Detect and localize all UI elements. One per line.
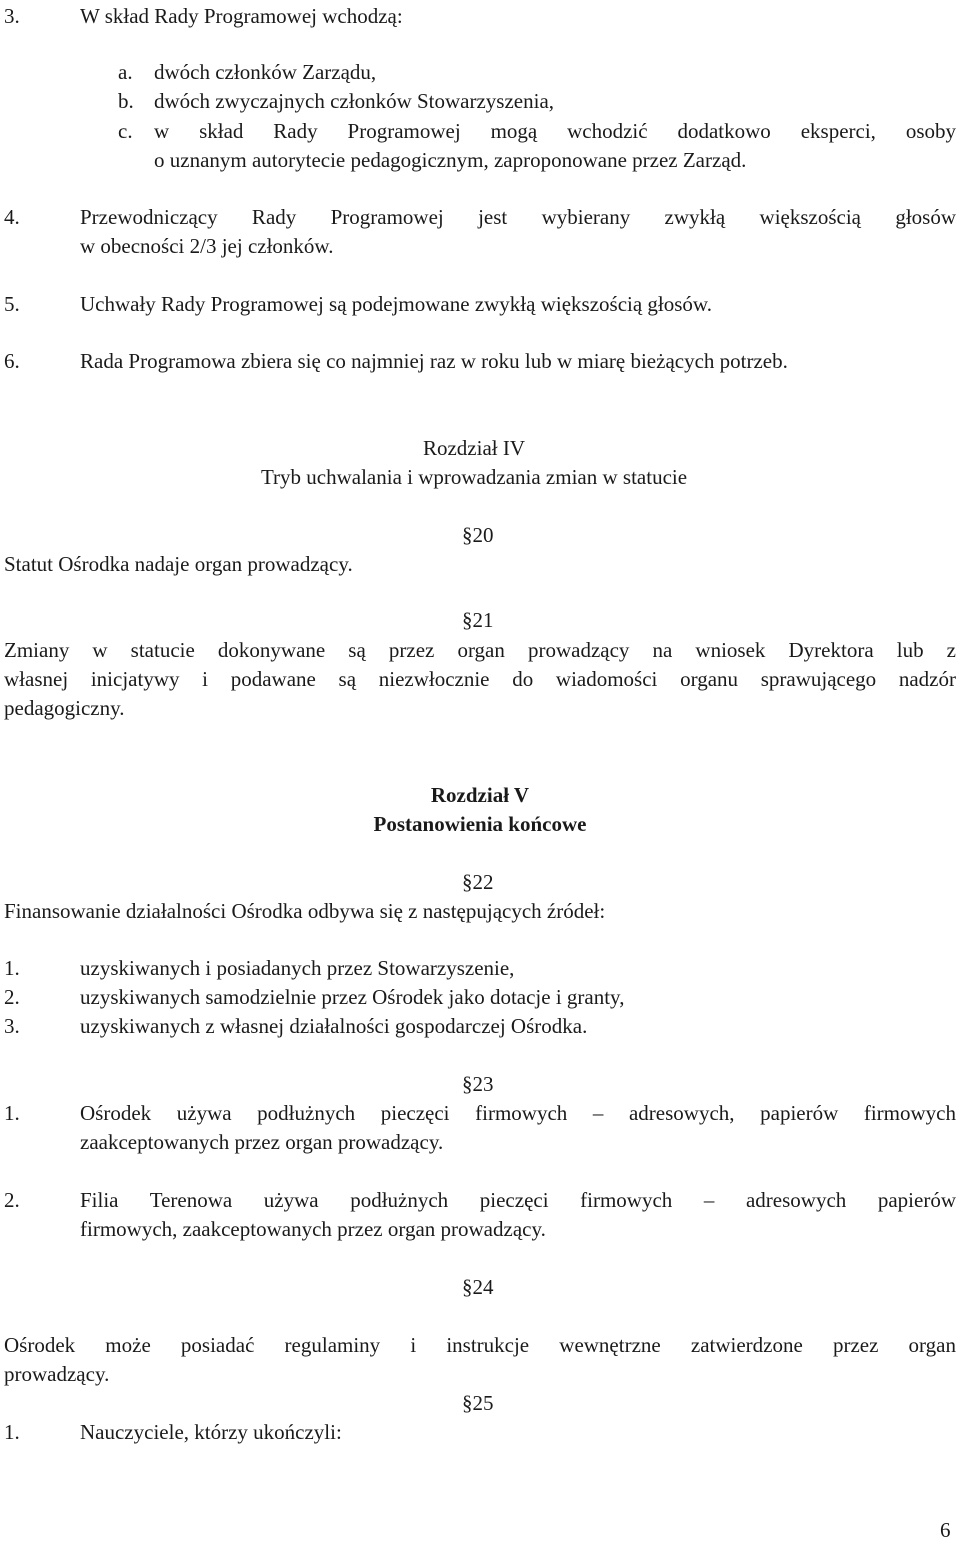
subitem-a-text: dwóch członków Zarządu,: [154, 60, 377, 84]
chapter4-title: Rozdział IV: [422, 436, 526, 460]
paragraph-20-text: Statut Ośrodka nadaje organ prowadzący.: [4, 552, 353, 576]
item5-number: 5.: [4, 292, 20, 316]
paragraph-24-sign: [462, 1273, 494, 1302]
paragraph-20-sign: [462, 521, 494, 550]
subitem-c-letter: c.: [118, 119, 133, 143]
item6-number: 6.: [4, 349, 20, 373]
paragraph-21-line1: Zmiany w statucie dokonywane są przez organ prowadzący na wniosek Dyrektora lub z: [4, 638, 956, 662]
list-item-number: 1.: [4, 1101, 20, 1125]
paragraph-25-text: Nauczyciele, którzy ukończyli:: [80, 1420, 342, 1444]
subitem-a-letter: a.: [118, 60, 133, 84]
paragraph-25-sign: [462, 1389, 494, 1418]
paragraph-21-line3: pedagogiczny.: [4, 696, 125, 720]
paragraph-24-number: 24: [472, 1275, 494, 1299]
list-item-number: 3.: [4, 1014, 20, 1038]
paragraph-23-sign: [462, 1070, 494, 1099]
page-number: 6: [940, 1518, 951, 1542]
subitem-c-line1: w skład Rady Programowej mogą wchodzić dodatkowo eksperci, osoby: [154, 119, 956, 143]
paragraph-23-item2-line1: Filia Terenowa używa podłużnych pieczęci firmowych – adresowych papierów: [80, 1188, 956, 1212]
item4-number: 4.: [4, 205, 20, 229]
paragraph-25-number: 25: [472, 1391, 494, 1415]
section-sign-icon: §: [462, 870, 473, 894]
paragraph-21-sign: [462, 606, 494, 635]
paragraph-23-item2-line2: firmowych, zaakceptowanych przez organ prowadzący.: [80, 1217, 546, 1241]
paragraph-24-line2: prowadzący.: [4, 1362, 110, 1386]
item6-text: Rada Programowa zbiera się co najmniej raz w roku lub w miarę bieżących potrzeb.: [80, 349, 788, 373]
chapter4-subtitle: Tryb uchwalania i wprowadzania zmian w statucie: [260, 465, 688, 489]
chapter5-subtitle: Postanowienia końcowe: [373, 812, 587, 836]
list-item-text: uzyskiwanych i posiadanych przez Stowarzyszenie,: [80, 956, 515, 980]
item4-line2: w obecności 2/3 jej członków.: [80, 234, 334, 258]
section-sign-icon: §: [462, 1072, 473, 1096]
paragraph-22-intro: Finansowanie działalności Ośrodka odbywa się z następujących źródeł:: [4, 899, 606, 923]
section-sign-icon: §: [462, 1391, 473, 1415]
paragraph-23-item1-line2: zaakceptowanych przez organ prowadzący.: [80, 1130, 444, 1154]
paragraph-22-sign: [462, 868, 494, 897]
chapter5-title: Rozdział V: [430, 783, 530, 807]
subitem-c-line2: o uznanym autorytecie pedagogicznym, zaproponowane przez Zarząd.: [154, 148, 747, 172]
list-item-number: 1.: [4, 956, 20, 980]
list-item-number: 2.: [4, 1188, 20, 1212]
paragraph-21-line2: własnej inicjatywy i podawane są niezwłocznie do wiadomości organu sprawującego nadzór: [4, 667, 956, 691]
list-item-number: 2.: [4, 985, 20, 1009]
section-sign-icon: §: [462, 608, 473, 632]
item5-text: Uchwały Rady Programowej są podejmowane zwykłą większością głosów.: [80, 292, 712, 316]
item3-number: 3.: [4, 4, 20, 28]
item4-line1: Przewodniczący Rady Programowej jest wybierany zwykłą większością głosów: [80, 205, 956, 229]
subitem-b-letter: b.: [118, 89, 134, 113]
item3-text: W skład Rady Programowej wchodzą:: [80, 4, 403, 28]
paragraph-23-number: 23: [472, 1072, 494, 1096]
section-sign-icon: §: [462, 523, 473, 547]
paragraph-21-number: 21: [472, 608, 494, 632]
section-sign-icon: §: [462, 1275, 473, 1299]
paragraph-23-item1-line1: Ośrodek używa podłużnych pieczęci firmowych – adresowych, papierów firmowych: [80, 1101, 956, 1125]
paragraph-20-number: 20: [472, 523, 494, 547]
paragraph-22-number: 22: [472, 870, 494, 894]
subitem-b-text: dwóch zwyczajnych członków Stowarzyszenia,: [154, 89, 555, 113]
list-item-number: 1.: [4, 1420, 20, 1444]
list-item-text: uzyskiwanych samodzielnie przez Ośrodek jako dotacje i granty,: [80, 985, 625, 1009]
list-item-text: uzyskiwanych z własnej działalności gospodarczej Ośrodka.: [80, 1014, 588, 1038]
paragraph-24-line1: Ośrodek może posiadać regulaminy i instrukcje wewnętrzne zatwierdzone przez organ: [4, 1333, 956, 1357]
